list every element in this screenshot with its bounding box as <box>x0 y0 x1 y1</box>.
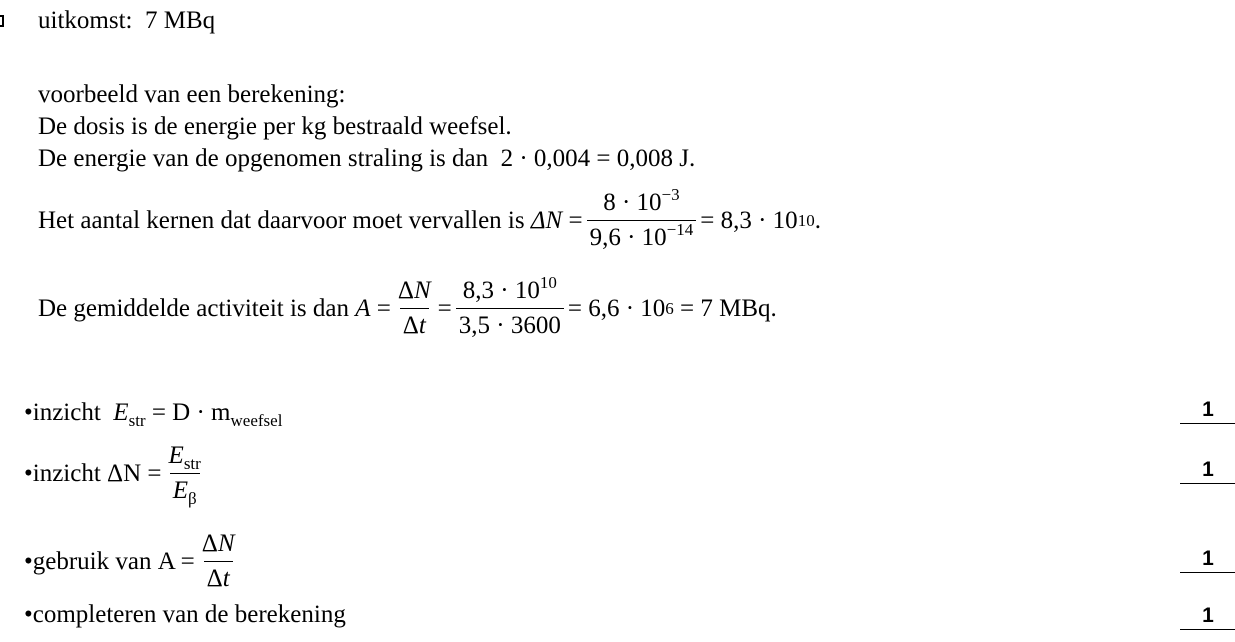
checkbox-marker <box>0 15 4 27</box>
activity-value-numerator-exp: 10 <box>539 273 557 292</box>
activity-definition-fraction <box>395 276 434 341</box>
criterion-1-text: inzicht <box>32 399 101 426</box>
bullet: • <box>24 459 33 487</box>
delta-n-lhs: ΔN = <box>107 459 162 487</box>
energy-denominator-exp: −14 <box>666 220 694 239</box>
decay-count-result: = 8,3 · 10 <box>700 206 798 234</box>
energy-str-subscript: str <box>183 454 201 473</box>
result-value: 7 MBq <box>144 7 216 34</box>
result-line <box>38 6 215 36</box>
activity-value-fraction <box>456 273 564 341</box>
score-2: 1 <box>1180 457 1235 484</box>
criterion-2 <box>24 441 208 506</box>
energy-numerator: 8 · 10 <box>603 189 662 216</box>
dose-mass-product: = D · m <box>151 399 231 426</box>
decay-fraction <box>166 441 204 506</box>
example-line-2-text: De energie van de opgenomen straling is dan <box>38 145 489 172</box>
score-1: 1 <box>1180 397 1235 424</box>
energy-fraction <box>587 185 697 253</box>
line-3-period: . <box>814 206 821 234</box>
example-line-4-text: De gemiddelde activiteit is dan <box>38 294 350 322</box>
energy-denominator: 9,6 · 10 <box>589 224 667 251</box>
criterion-4-text: completeren van de berekening <box>32 601 346 628</box>
bullet: • <box>24 601 33 628</box>
activity-denominator: Δt <box>204 561 233 594</box>
example-heading: voorbeeld van een berekening: <box>38 81 346 108</box>
score-3: 1 <box>1180 546 1235 573</box>
activity-symbol: A <box>355 294 371 322</box>
example-line-2-formula: 2 · 0,004 = 0,008 J. <box>500 145 696 172</box>
activity-value-numerator: 8,3 · 10 <box>462 277 540 304</box>
activity-fraction-denominator: Δt <box>400 308 429 341</box>
score-4: 1 <box>1180 603 1235 630</box>
criterion-4 <box>24 600 346 630</box>
example-line-2 <box>38 144 695 174</box>
bullet: • <box>24 399 33 426</box>
criterion-1 <box>24 398 282 428</box>
example-line-3-text: Het aantal kernen dat daarvoor moet vervallen is <box>38 206 525 234</box>
energy-beta-symbol: E <box>172 477 188 504</box>
energy-beta-subscript: β <box>187 489 197 508</box>
energy-symbol: E <box>113 399 129 426</box>
example-line-1: De dosis is de energie per kg bestraald weefsel. <box>38 113 512 140</box>
example-line-4: De gemiddelde activiteit is dan A = $\frac{\Delta N}{\Delta t}$ = $\frac{8,3 \cdot 10^{10}}{3,5 \cdot 3600}$ = 6,6 · 10 6 = 7 MBq. <box>38 273 777 339</box>
energy-numerator-exp: −3 <box>661 185 680 204</box>
example-line-3: Het aantal kernen dat daarvoor moet vervallen is ΔN = $\frac{8 \cdot 10^{-3}}{9,6 \cdot 10^{-14}}$ = 8,3 · 10 10 . <box>38 185 821 251</box>
activity-lhs: A = <box>157 547 195 575</box>
energy-subscript: str <box>128 411 146 430</box>
mass-subscript: weefsel <box>230 411 283 430</box>
criterion-3 <box>24 529 242 594</box>
delta-n-symbol: ΔN <box>530 206 563 234</box>
activity-value-denominator: 3,5 · 3600 <box>456 308 564 341</box>
criterion-3-text: gebruik van <box>32 547 152 575</box>
activity-final: = 7 MBq. <box>680 294 777 322</box>
criterion-2-text: inzicht <box>32 459 101 487</box>
bullet: • <box>24 547 33 575</box>
result-label: uitkomst: <box>38 7 133 34</box>
activity-fraction-numerator: ΔN <box>397 277 431 304</box>
activity-numerator: ΔN <box>201 530 235 557</box>
activity-fraction <box>199 529 238 594</box>
energy-str-symbol: E <box>168 442 184 469</box>
activity-result: = 6,6 · 10 <box>567 294 666 322</box>
